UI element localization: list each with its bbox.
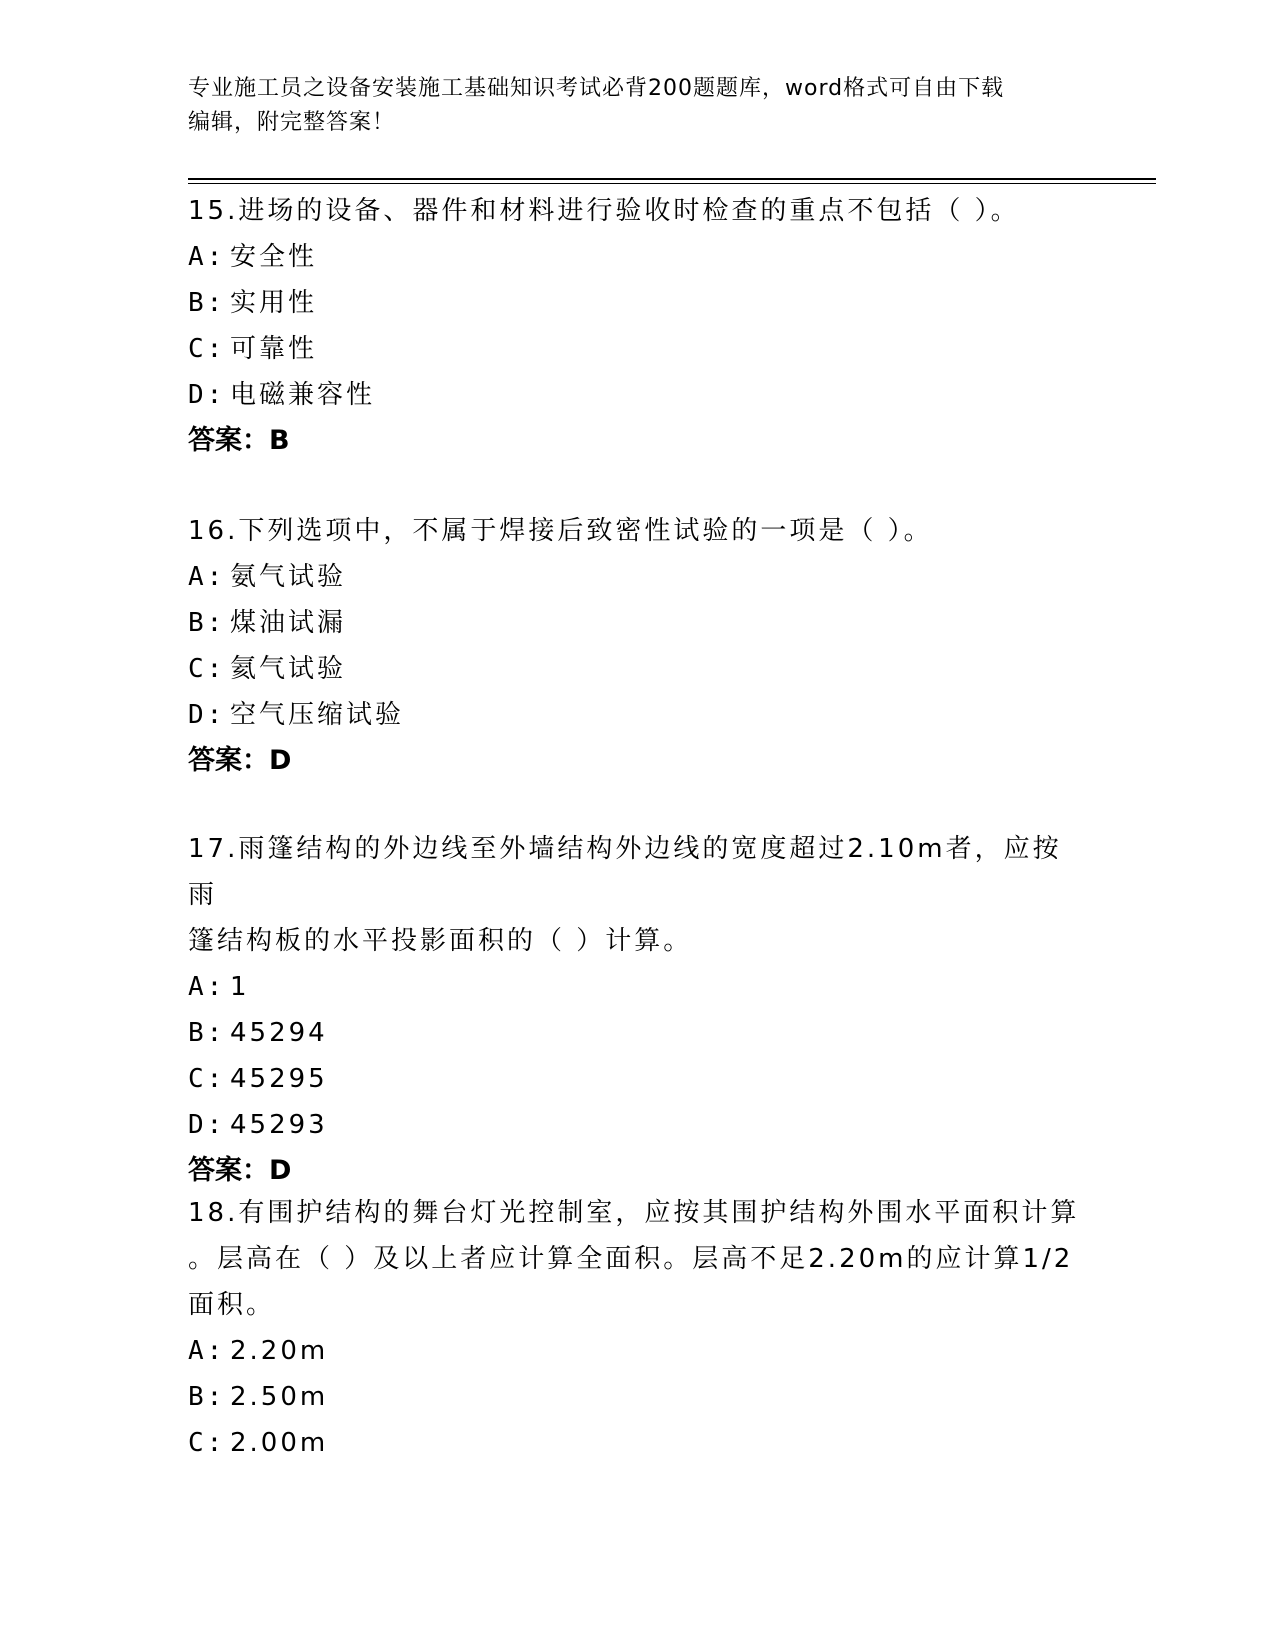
header-divider [188, 178, 1156, 184]
option-a [188, 234, 1088, 280]
option-b [188, 280, 1088, 326]
option-key: A: [188, 972, 226, 1002]
option-b [188, 1374, 1088, 1420]
document-header [188, 72, 1088, 140]
option-text: 氦气试验 [230, 654, 347, 684]
option-key: C: [188, 654, 226, 684]
question-17 [188, 826, 1088, 1194]
option-a [188, 964, 1088, 1010]
question-stem: 16.下列选项中，不属于焊接后致密性试验的一项是（ ）。 [188, 516, 933, 546]
option-d [188, 692, 1088, 738]
option-text: 可靠性 [230, 334, 318, 364]
option-text: 45295 [230, 1064, 328, 1094]
option-text: 45293 [230, 1110, 328, 1140]
option-a [188, 554, 1088, 600]
answer-label: 答案：D [188, 745, 292, 776]
question-stem: 15.进场的设备、器件和材料进行验收时检查的重点不包括（ ）。 [188, 196, 1020, 226]
option-key: C: [188, 1428, 226, 1458]
header-line-1: 专业施工员之设备安装施工基础知识考试必背200题题库，word格式可自由下载 [188, 76, 1005, 101]
option-key: B: [188, 1382, 226, 1412]
option-b [188, 1010, 1088, 1056]
option-key: A: [188, 562, 226, 592]
option-key: D: [188, 380, 226, 410]
option-key: A: [188, 242, 226, 272]
question-stem-line-1: 17.雨篷结构的外边线至外墙结构外边线的宽度超过2.10m者，应按雨 [188, 834, 1062, 910]
option-c [188, 1056, 1088, 1102]
option-key: D: [188, 1110, 226, 1140]
answer-label: 答案：B [188, 425, 290, 456]
option-text: 空气压缩试验 [230, 700, 405, 730]
question-stem-line-2: 。层高在（ ）及以上者应计算全面积。层高不足2.20m的应计算1/2 [188, 1244, 1074, 1274]
answer-label: 答案：D [188, 1155, 292, 1186]
option-d [188, 372, 1088, 418]
option-text: 2.20m [230, 1336, 329, 1366]
header-line-2: 编辑，附完整答案！ [188, 110, 396, 135]
option-key: B: [188, 608, 226, 638]
option-text: 2.50m [230, 1382, 329, 1412]
option-text: 氨气试验 [230, 562, 347, 592]
option-text: 2.00m [230, 1428, 329, 1458]
option-d [188, 1102, 1088, 1148]
option-c [188, 646, 1088, 692]
option-text: 煤油试漏 [230, 608, 347, 638]
option-key: C: [188, 1064, 226, 1094]
question-15 [188, 188, 1088, 464]
option-text: 1 [230, 972, 250, 1002]
option-key: B: [188, 1018, 226, 1048]
question-stem-line-3: 面积。 [188, 1290, 276, 1320]
option-b [188, 600, 1088, 646]
question-stem-line-2: 篷结构板的水平投影面积的（ ）计算。 [188, 926, 693, 956]
question-16 [188, 508, 1088, 784]
question-18 [188, 1190, 1088, 1466]
option-key: D: [188, 700, 226, 730]
option-text: 电磁兼容性 [230, 380, 376, 410]
option-a [188, 1328, 1088, 1374]
option-c [188, 1420, 1088, 1466]
option-text: 45294 [230, 1018, 328, 1048]
option-c [188, 326, 1088, 372]
option-key: C: [188, 334, 226, 364]
option-text: 安全性 [230, 242, 318, 272]
question-stem-line-1: 18.有围护结构的舞台灯光控制室，应按其围护结构外围水平面积计算 [188, 1198, 1080, 1228]
option-text: 实用性 [230, 288, 318, 318]
option-key: A: [188, 1336, 226, 1366]
option-key: B: [188, 288, 226, 318]
